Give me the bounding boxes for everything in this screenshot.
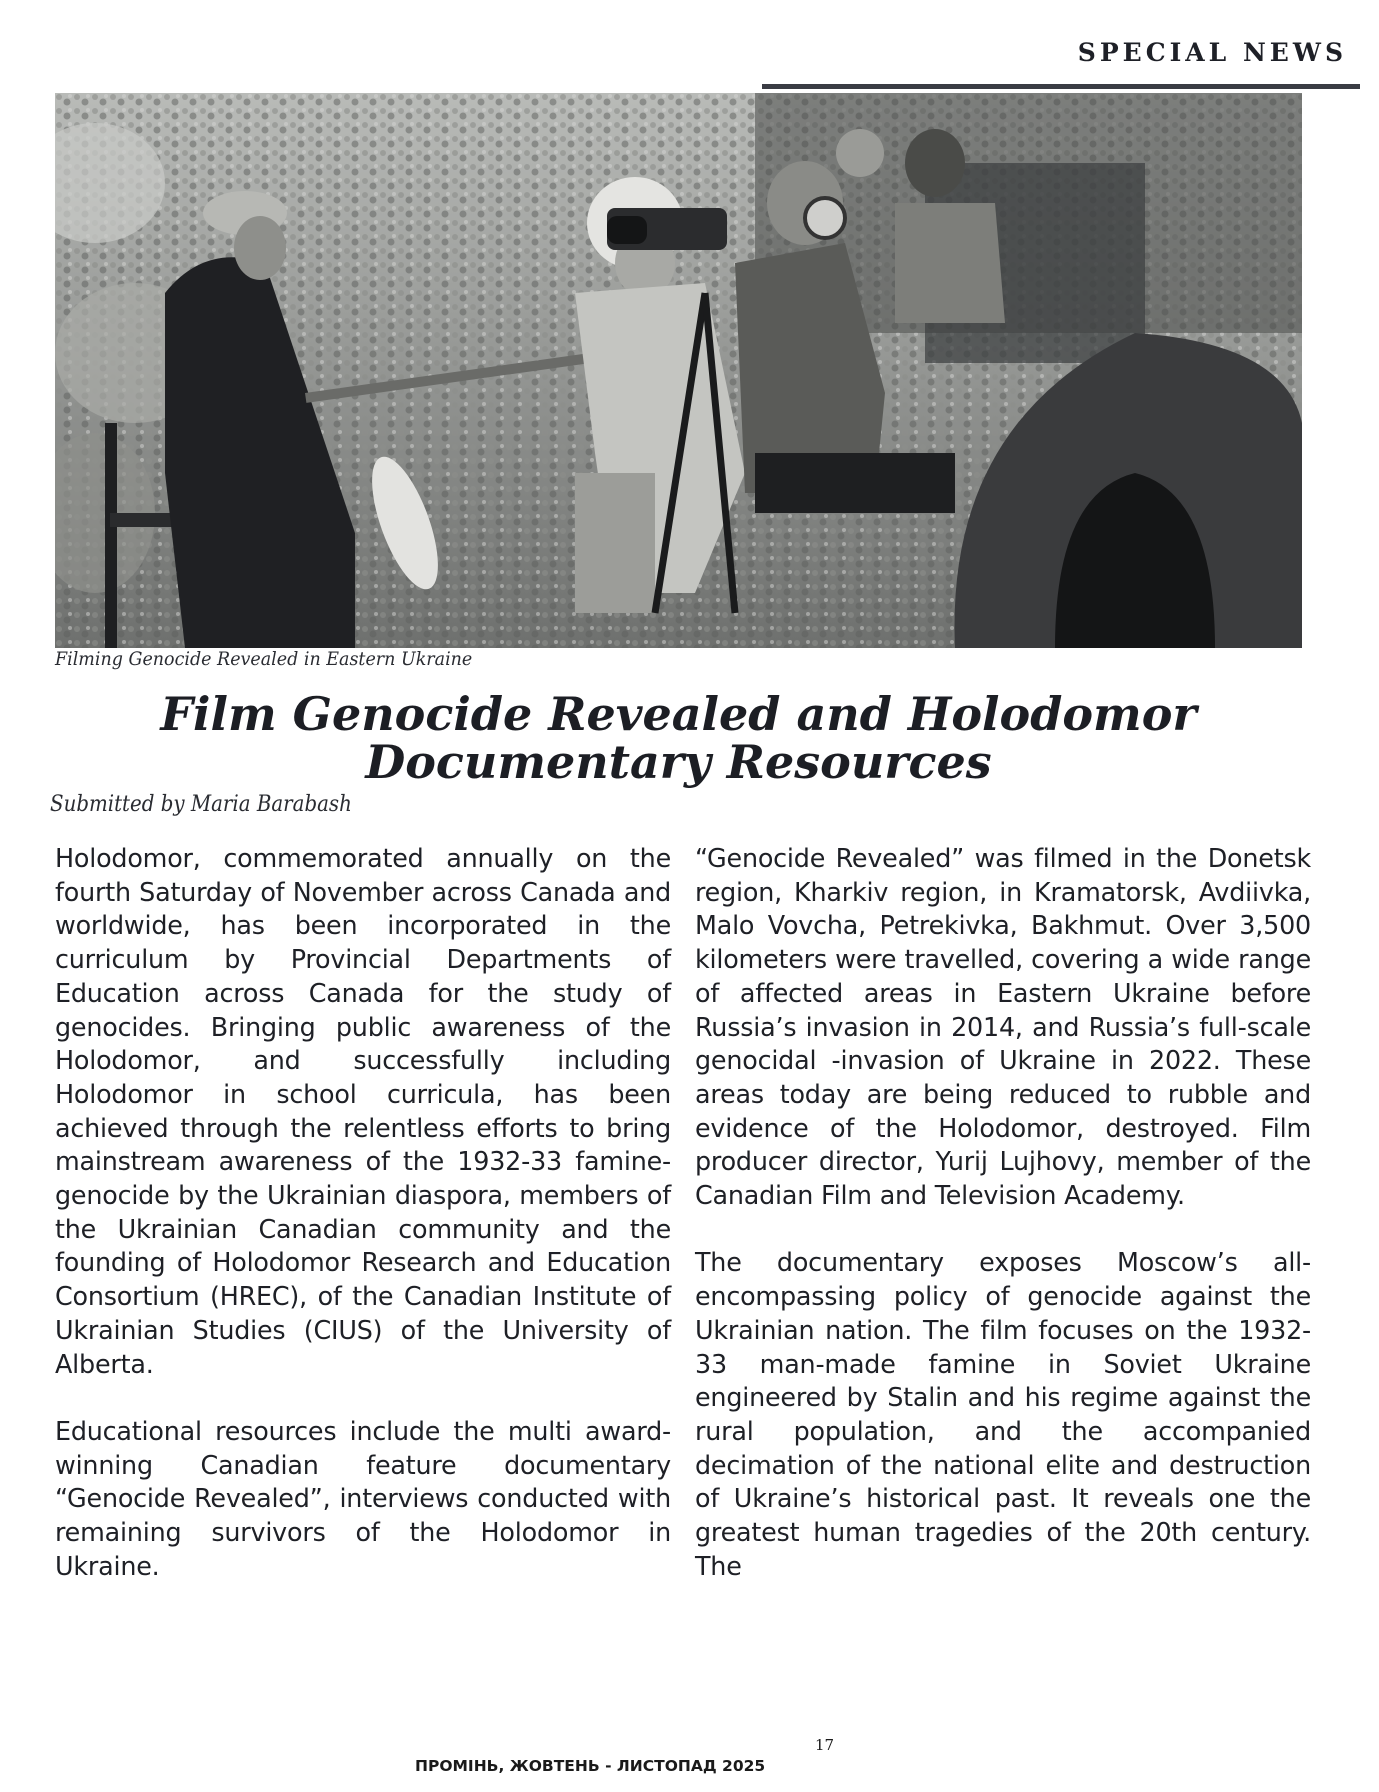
left-column <box>55 842 671 1617</box>
paragraph: The documentary exposes Moscow’s all-encompassing policy of genocide against the Ukrainian nation. The film focuses on the 1932-33 man-made famine in Soviet Ukraine engineered by Stalin and his regime against the rural population, and the accompanied decimation of the national elite and destruction of Ukraine’s historical past. It reveals one the greatest human tragedies of the 20th century. The <box>695 1247 1311 1581</box>
photo-caption: Filming Genocide Revealed in Eastern Ukraine <box>55 648 473 670</box>
footer-publication: ПРОМІНЬ, ЖОВТЕНЬ - ЛИСТОПАД 2025 <box>415 1757 766 1775</box>
paragraph: Educational resources include the multi award-winning Canadian feature documentary “Genocide Revealed”, interviews conducted with remaining survivors of the Holodomor in Ukraine. <box>55 1415 671 1581</box>
article-title-line-1: Film Genocide Revealed and Holodomor <box>160 687 1197 741</box>
page-number: 17 <box>815 1736 835 1754</box>
byline: Submitted by Maria Barabash <box>50 792 352 817</box>
article-title <box>55 687 1302 789</box>
paragraph: Holodomor, commemorated annually on the fourth Saturday of November across Canada and worldwide, has been incorporated in the curriculum by Provincial Departments of Education across Canada for the study of genocides. Bringing public awareness of the Holodomor, and successfully including Holodomor in school curricula, has been achieved through the relentless efforts to bring mainstream awareness of the 1932-33 famine-genocide by the Ukrainian diaspora, members of the Ukrainian Canadian community and the founding of Holodomor Research and Education Consortium (HREC), of the Canadian Institute of Ukrainian Studies (CIUS) of the University of Alberta. <box>55 843 671 1379</box>
article-photo <box>55 93 1302 648</box>
photo-illustration <box>55 93 1302 648</box>
article-title-line-2: Documentary Resources <box>365 735 992 789</box>
section-rule <box>762 84 1360 89</box>
right-column <box>695 842 1311 1617</box>
section-label: SPECIAL NEWS <box>1077 38 1347 67</box>
paragraph: “Genocide Revealed” was filmed in the Donetsk region, Kharkiv region, in Kramatorsk, Avdiivka, Malo Vovcha, Petrekivka, Bakhmut. Over 3,500 kilometers were travelled, covering a wide range of affected areas in Eastern Ukraine before Russia’s invasion in 2014, and Russia’s full-scale genocidal -invasion of Ukraine in 2022. These areas today are being reduced to rubble and evidence of the Holodomor, destroyed. Film producer director, Yurij Lujhovy, member of the Canadian Film and Television Academy. <box>695 843 1311 1211</box>
